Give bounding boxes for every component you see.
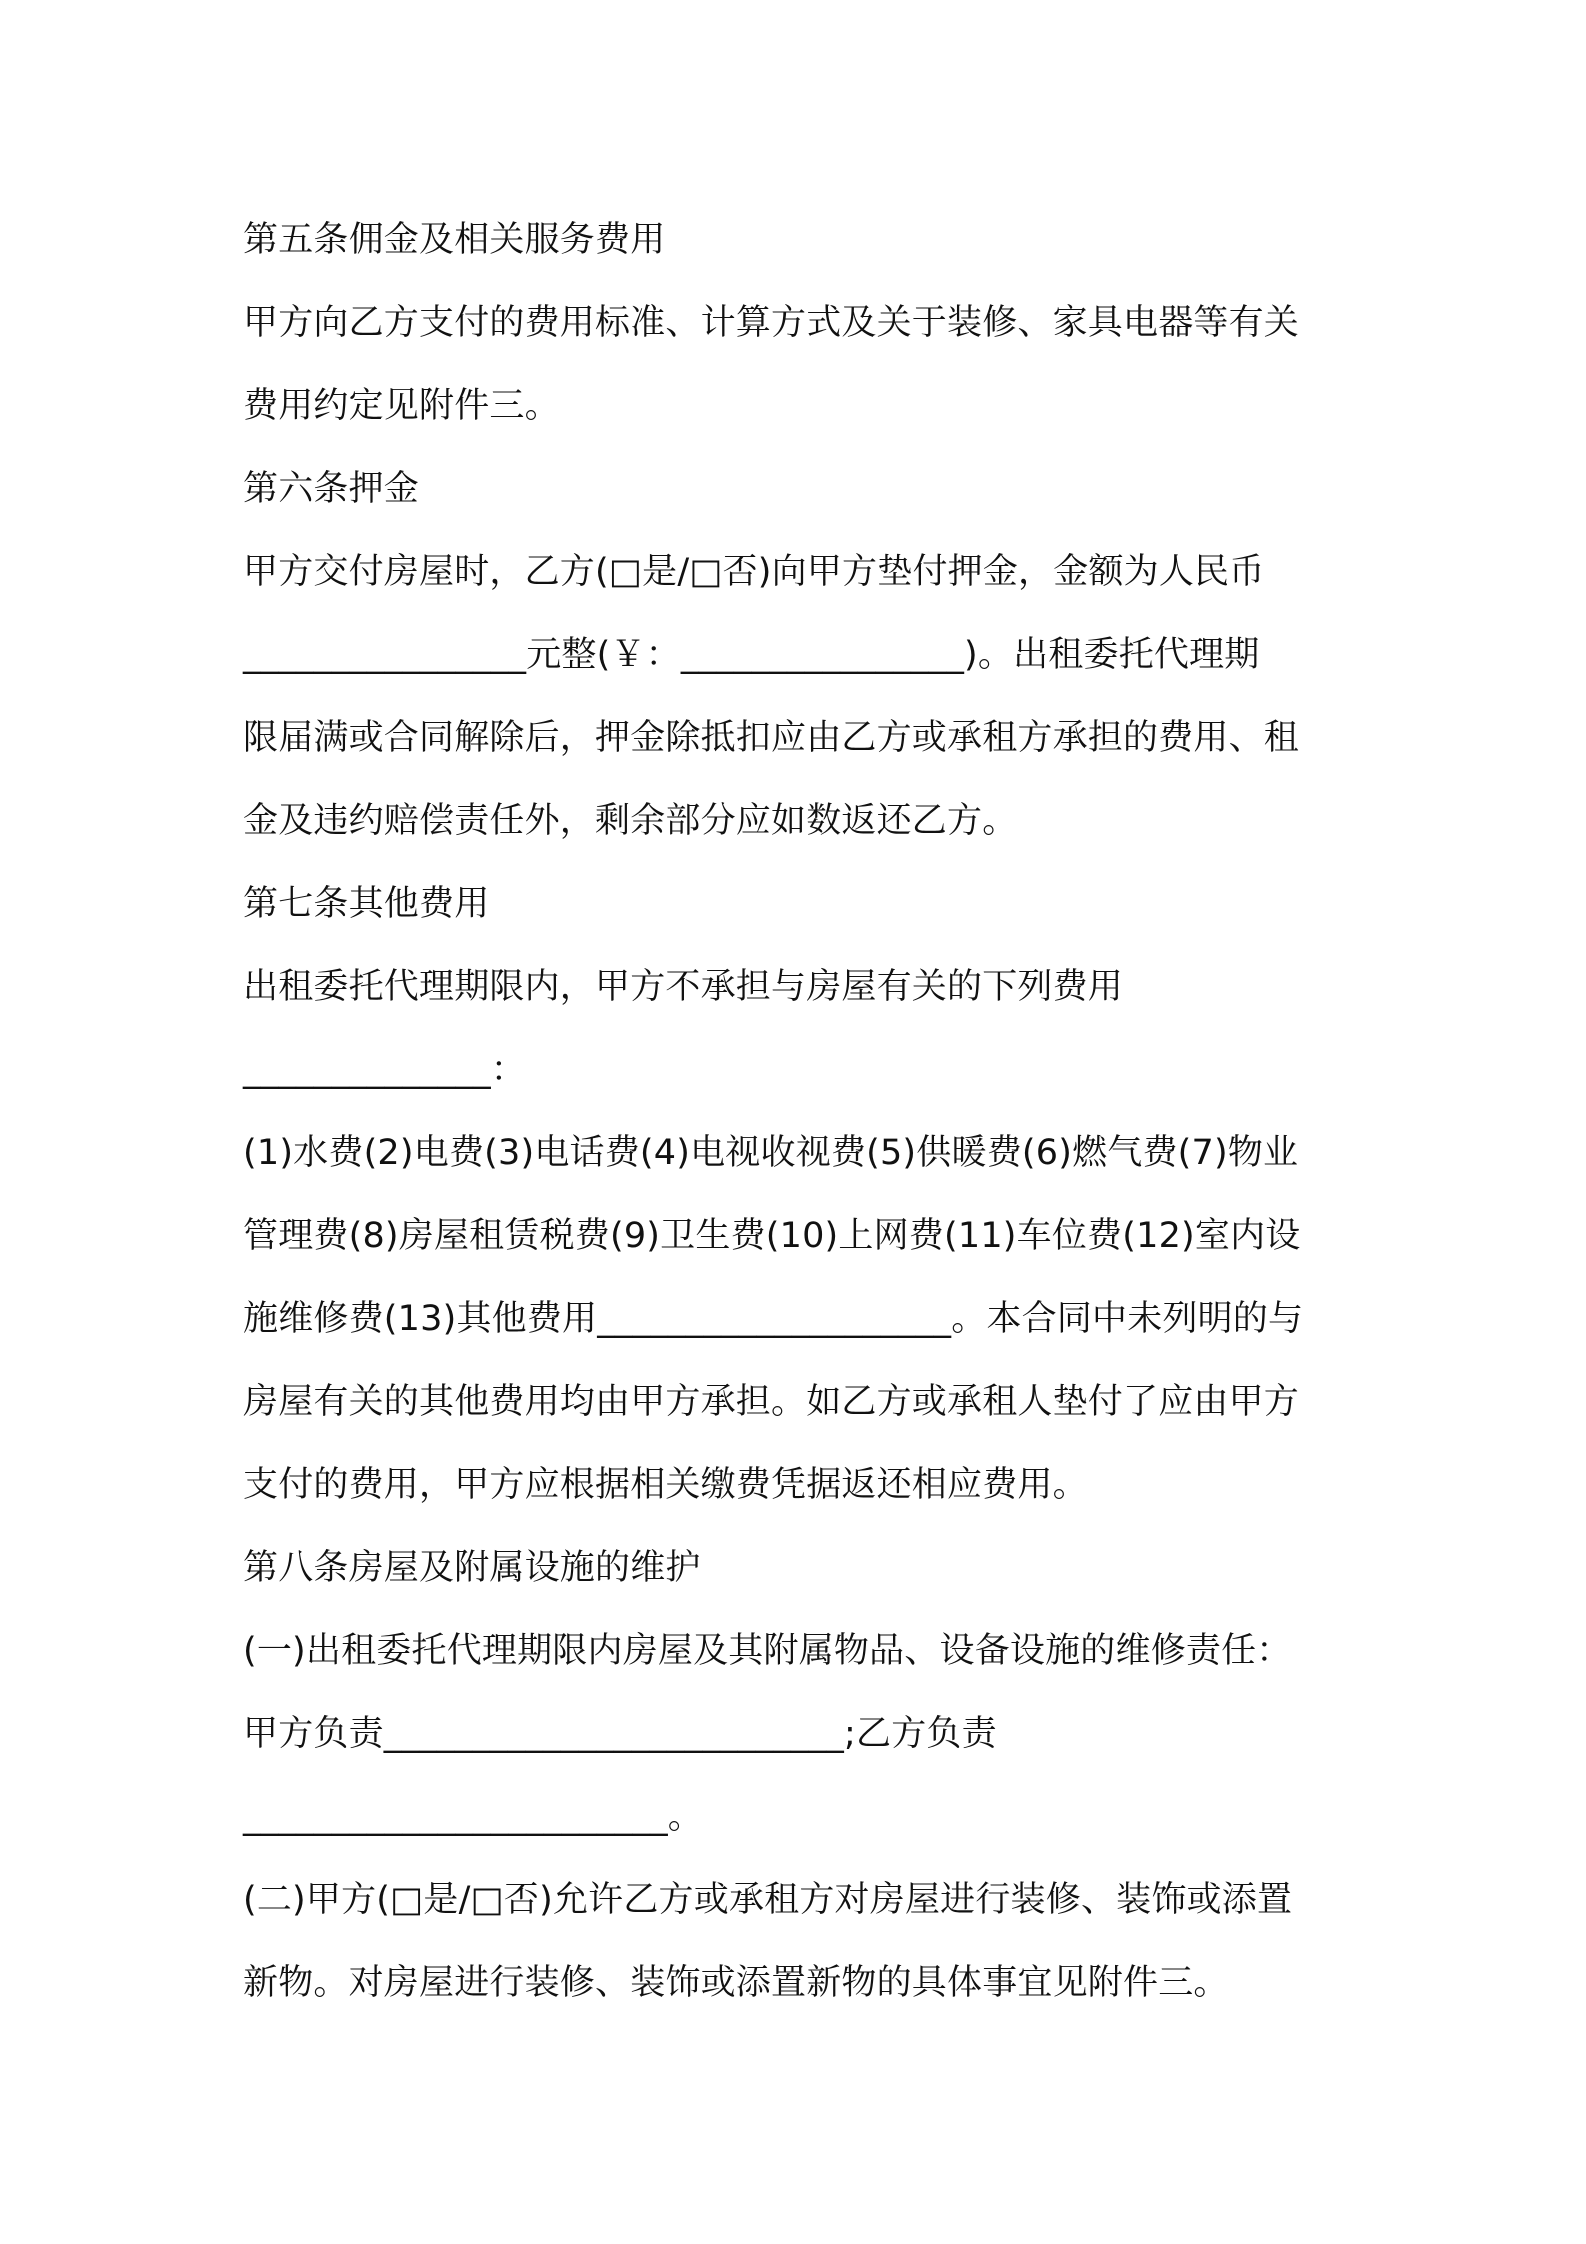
paragraph-line: 费用约定见附件三。 (243, 386, 560, 426)
paragraph-line: ________________元整(￥：________________)。出租委托代理期 (243, 635, 1260, 675)
paragraph-line: (二)甲方(□是/□否)允许乙方或承租方对房屋进行装修、装饰或添置 (243, 1880, 1293, 1920)
document-page (243, 199, 1363, 2025)
paragraph-line: 施维修费(13)其他费用____________________。本合同中未列明的与 (243, 1299, 1304, 1339)
paragraph-line: 甲方负责__________________________;乙方负责 (243, 1714, 997, 1754)
paragraph-line: 甲方交付房屋时，乙方(□是/□否)向甲方垫付押金，金额为人民币 (243, 552, 1265, 592)
paragraph-line: 限届满或合同解除后，押金除抵扣应由乙方或承租方承担的费用、租 (243, 718, 1300, 758)
article-7-heading: 第七条其他费用 (243, 884, 490, 924)
article-8-heading: 第八条房屋及附属设施的维护 (243, 1548, 701, 1588)
paragraph-line: 管理费(8)房屋租赁税费(9)卫生费(10)上网费(11)车位费(12)室内设 (243, 1216, 1301, 1256)
paragraph-line: (一)出租委托代理期限内房屋及其附属物品、设备设施的维修责任： (243, 1631, 1292, 1671)
paragraph-line: 甲方向乙方支付的费用标准、计算方式及关于装修、家具电器等有关 (243, 303, 1300, 343)
paragraph-line: 出租委托代理期限内，甲方不承担与房屋有关的下列费用 (243, 967, 1124, 1007)
paragraph-line: 房屋有关的其他费用均由甲方承担。如乙方或承租人垫付了应由甲方 (243, 1382, 1300, 1422)
paragraph-line: ________________________。 (243, 1797, 703, 1837)
paragraph-line: 支付的费用，甲方应根据相关缴费凭据返还相应费用。 (243, 1465, 1088, 1505)
paragraph-line: (1)水费(2)电费(3)电话费(4)电视收视费(5)供暖费(6)燃气费(7)物业 (243, 1133, 1299, 1173)
paragraph-line: ______________： (243, 1050, 527, 1090)
paragraph-line: 新物。对房屋进行装修、装饰或添置新物的具体事宜见附件三。 (243, 1963, 1229, 2003)
article-6-heading: 第六条押金 (243, 469, 420, 509)
article-5-heading: 第五条佣金及相关服务费用 (243, 220, 666, 260)
paragraph-line: 金及违约赔偿责任外，剩余部分应如数返还乙方。 (243, 801, 1018, 841)
